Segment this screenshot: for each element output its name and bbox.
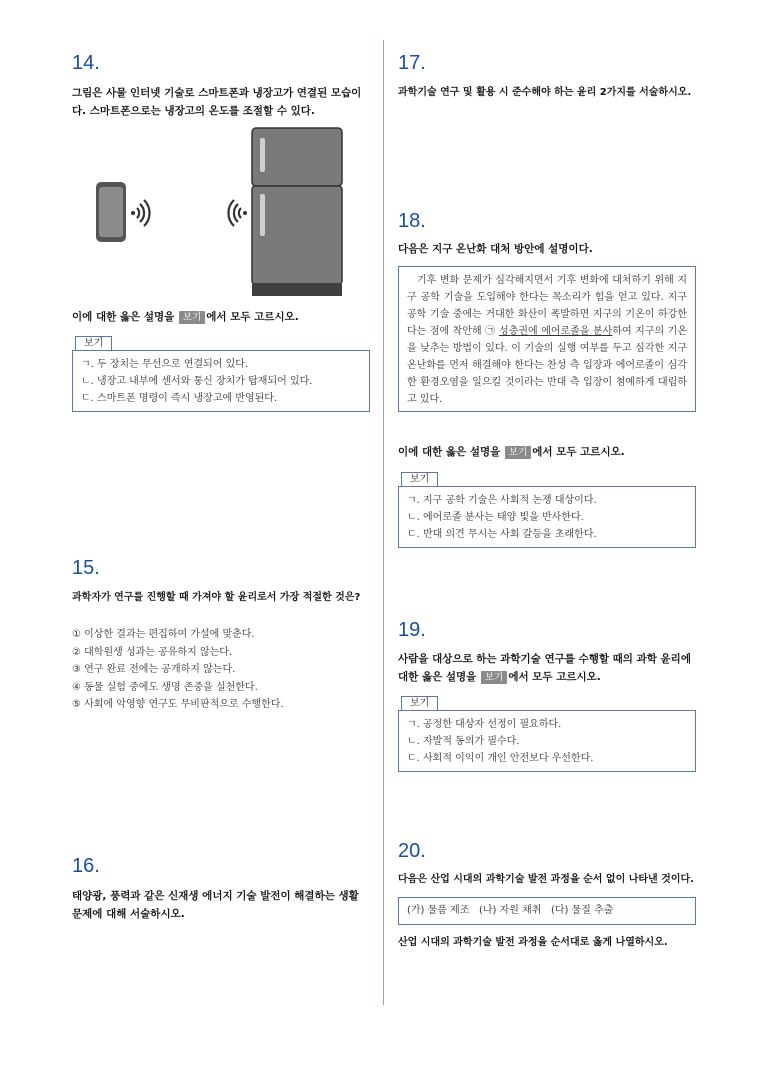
- q19-item-a: ㄱ. 공정한 대상자 선정이 필요하다.: [407, 719, 562, 730]
- q18-passage-underline: 성층권에 에어로졸을 분사: [499, 326, 613, 337]
- q19-stem-pre: 대한 옳은 설명을: [398, 671, 477, 683]
- column-divider: [383, 40, 384, 1005]
- q15-choice-4: ④ 동물 실험 중에도 생명 존중을 실천한다.: [72, 681, 258, 693]
- q14-bogi-box: [72, 350, 370, 412]
- q18-passage-part1: 기후 변화 문제가 심각해지면서 기후 변화에 대처하기 위해 지구 공학 기술을 도입해야 한다는 목소리가 힘을 얻고 있다. 지구 공학 기술 중에는 거대한 화산이 폭발하면 지구의 기온이 하강한다는 점에 착안해 ㉠: [407, 275, 687, 337]
- q16-number: 16.: [72, 855, 100, 877]
- q15-stem: 과학자가 연구를 진행할 때 가져야 할 윤리로서 가장 적절한 것은?: [72, 592, 361, 603]
- q18-question: [398, 443, 696, 461]
- q19-bogi-box: [398, 710, 696, 772]
- q20-number: 20.: [398, 840, 426, 862]
- q20-box: (가) 물품 제조 (나) 자원 채취 (다) 물질 추출: [398, 897, 696, 925]
- q20-question: 산업 시대의 과학기술 발전 과정을 순서대로 옳게 나열하시오.: [398, 937, 668, 948]
- smartphone-icon: [96, 182, 126, 242]
- q18-passage-part2: 하여 지구의 기온을 낮추는 방법이 있다. 이 기술의 실행 여부를 두고 심각한 지구 온난화를 먼저 해결해야 한다는 찬성 측 입장과 에어로졸이 심각한 환경오염을 일으킬 것이라는 반대 측 입장이 첨예하게 대립하고 있다.: [407, 326, 687, 405]
- q19-stem-line1: 사람을 대상으로 하는 과학기술 연구를 수행할 때의 과학 윤리에: [398, 653, 691, 665]
- q14-item-c: ㄷ. 스마트폰 명령이 즉시 냉장고에 반영된다.: [81, 393, 278, 404]
- q14-number: 14.: [72, 52, 100, 74]
- q18-question-post: 에서 모두 고르시오.: [532, 446, 625, 458]
- q14-question-pre: 이에 대한 옳은 설명을: [72, 311, 175, 323]
- q14-bogi-label: 보기: [75, 336, 112, 351]
- q19-stem-post: 에서 모두 고르시오.: [508, 671, 601, 683]
- q15-number: 15.: [72, 557, 100, 579]
- q17-number: 17.: [398, 52, 426, 74]
- q15-choices: [72, 626, 370, 714]
- q18-passage: [398, 266, 696, 412]
- q19-bogi-tag: 보기: [481, 671, 507, 684]
- q15-choice-1: ① 이상한 결과는 편집하여 가설에 맞춘다.: [72, 629, 255, 640]
- q18-stem: 다음은 지구 온난화 대처 방안에 설명이다.: [398, 243, 593, 255]
- q18-number: 18.: [398, 210, 426, 232]
- q18-bogi-box: [398, 486, 696, 548]
- q18-item-b: ㄴ. 에어로졸 분사는 태양 빛을 반사한다.: [407, 512, 584, 523]
- refrigerator-icon: [252, 128, 342, 296]
- q19-number: 19.: [398, 619, 426, 641]
- q19-item-c: ㄷ. 사회적 이익이 개인 안전보다 우선한다.: [407, 753, 594, 764]
- q14-item-a: ㄱ. 두 장치는 무선으로 연결되어 있다.: [81, 359, 249, 370]
- q19-bogi-label: 보기: [401, 696, 438, 711]
- q18-question-pre: 이에 대한 옳은 설명을: [398, 446, 501, 458]
- q14-item-b: ㄴ. 냉장고 내부에 센서와 통신 장치가 탑재되어 있다.: [81, 376, 313, 387]
- q14-stem: 그림은 사물 인터넷 기술로 스마트폰과 냉장고가 연결된 모습이다. 스마트폰으로는 냉장고의 온도를 조절할 수 있다.: [72, 87, 362, 117]
- q19-stem-line2: [398, 668, 698, 686]
- q20-stem: 다음은 산업 시대의 과학기술 발전 과정을 순서 없이 나타낸 것이다.: [398, 874, 694, 885]
- iot-illustration: [90, 126, 350, 298]
- q15-choice-5: ⑤ 사회에 악영향 연구도 무비판적으로 수행한다.: [72, 699, 284, 710]
- q19-item-b: ㄴ. 자발적 동의가 필수다.: [407, 736, 520, 747]
- q14-question-post: 에서 모두 고르시오.: [206, 311, 299, 323]
- q18-bogi-label: 보기: [401, 472, 438, 487]
- wifi-signal-icon: [131, 200, 247, 226]
- q19-stem: [398, 650, 698, 686]
- q16-stem: 태양광, 풍력과 같은 신재생 에너지 기술 발전이 해결하는 생활 문제에 대해 서술하시오.: [72, 890, 359, 920]
- q17-stem: 과학기술 연구 및 활용 시 준수해야 하는 윤리 2가지를 서술하시오.: [398, 87, 692, 98]
- q14-question: [72, 308, 370, 326]
- q15-choice-3: ③ 연구 완료 전에는 공개하지 않는다.: [72, 664, 236, 675]
- q18-bogi-tag: 보기: [505, 446, 531, 459]
- q15-choice-2: ② 대학원생 성과는 공유하지 않는다.: [72, 646, 233, 658]
- q18-item-c: ㄷ. 반대 의견 무시는 사회 갈등을 초래한다.: [407, 529, 597, 540]
- q18-item-a: ㄱ. 지구 공학 기술은 사회적 논쟁 대상이다.: [407, 495, 597, 506]
- q14-bogi-tag: 보기: [179, 311, 205, 324]
